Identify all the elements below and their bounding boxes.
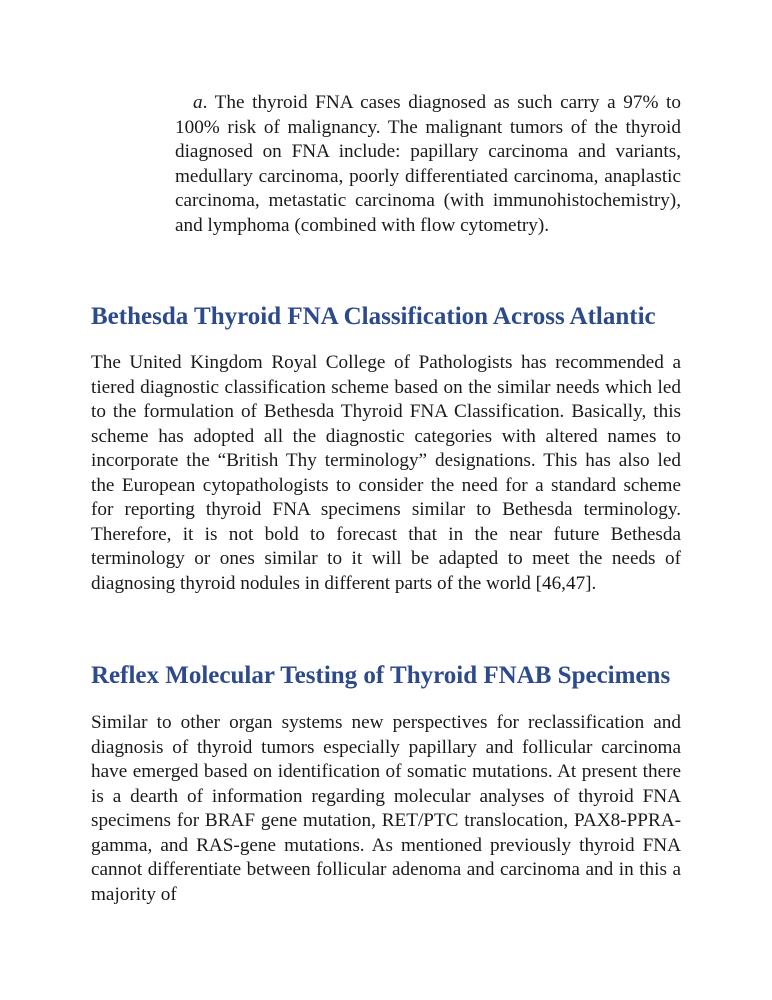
section-heading-reflex-molecular: Reflex Molecular Testing of Thyroid FNAB Specimens — [91, 662, 671, 689]
intro-lead-letter: a — [193, 92, 203, 113]
intro-paragraph — [175, 91, 681, 238]
section-body-reflex-molecular: Similar to other organ systems new perspectives for reclassification and diagnosis of thyroid tumors especially papillary and follicular carcinoma have emerged based on identification of somatic mutations. At present there is a dearth of information regarding molecular analyses of thyroid FNA specimens for BRAF gene mutation, RET/PTC translocation, PAX8-PPRA-gamma, and RAS-gene mutations. As mentioned previously thyroid FNA cannot differentiate between follicular adenoma and carcinoma and in this a majority of — [91, 712, 681, 905]
section-body-bethesda: The United Kingdom Royal College of Pathologists has recommended a tiered diagnostic classification scheme based on the similar needs which led to the formulation of Bethesda Thyroid FNA Classification. Basically, this scheme has adopted all the diagnostic categories with altered names to incorporate the “British Thy terminology” designations. This has also led the European cytopathologists to consider the need for a standard scheme for reporting thyroid FNA specimens similar to Bethesda terminology. Therefore, it is not bold to forecast that in the near future Bethesda terminology or ones similar to it will be adapted to meet the needs of diagnosing thyroid nodules in different parts of the world [46,47]. — [91, 352, 681, 594]
section-heading-bethesda: Bethesda Thyroid FNA Classification Across Atlantic — [91, 303, 656, 330]
intro-paragraph-text: . The thyroid FNA cases diagnosed as such carry a 97% to 100% risk of malignancy. The malignant tumors of the thyroid diagnosed on FNA include: papillary carcinoma and variants, medullary carcinoma, poorly differentiated carcinoma, anaplastic carcinoma, metastatic carcinoma (with immunohistochemistry), and lymphoma (combined with flow cytometry). — [175, 92, 681, 236]
